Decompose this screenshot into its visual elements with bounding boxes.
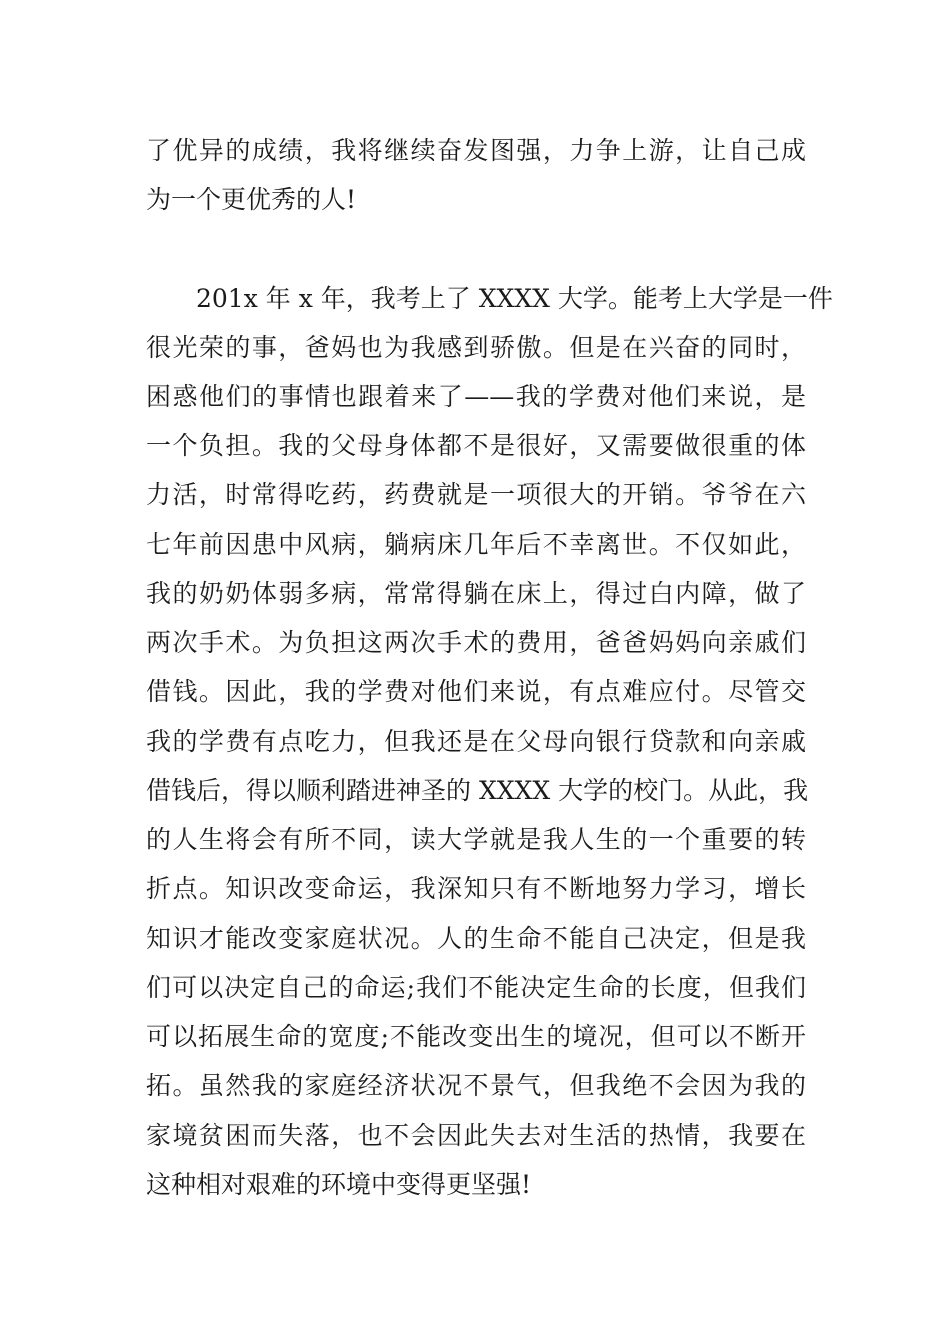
text-line: 们可以决定自己的命运;我们不能决定生命的长度，但我们 <box>146 973 806 1002</box>
text-line: 知识才能改变家庭状况。人的生命不能自己决定，但是我 <box>146 924 806 953</box>
text-line: 借钱。因此，我的学费对他们来说，有点难应付。尽管交 <box>146 677 806 706</box>
text-line: 一个负担。我的父母身体都不是很好，又需要做很重的体 <box>146 431 806 460</box>
text-line: 这种相对艰难的环境中变得更坚强! <box>146 1170 532 1199</box>
text-line: 折点。知识改变命运，我深知只有不断地努力学习，增长 <box>146 874 806 903</box>
text-line: 我的学费有点吃力，但我还是在父母向银行贷款和向亲戚 <box>146 727 806 756</box>
text-line: 201x 年 x 年，我考上了 XXXX 大学。能考上大学是一件 <box>196 284 833 313</box>
text-line: 的人生将会有所不同，读大学就是我人生的一个重要的转 <box>146 825 806 854</box>
text-line: 借钱后，得以顺利踏进神圣的 XXXX 大学的校门。从此，我 <box>146 776 809 805</box>
text-line: 力活，时常得吃药，药费就是一项很大的开销。爷爷在六 <box>146 480 806 509</box>
text-line: 了优异的成绩，我将继续奋发图强，力争上游，让自己成 <box>146 136 806 165</box>
text-line: 困惑他们的事情也跟着来了——我的学费对他们来说，是 <box>146 382 806 411</box>
text-line: 很光荣的事，爸妈也为我感到骄傲。但是在兴奋的同时， <box>146 333 806 362</box>
text-line: 可以拓展生命的宽度;不能改变出生的境况，但可以不断开 <box>146 1022 806 1051</box>
text-line: 家境贫困而失落，也不会因此失去对生活的热情，我要在 <box>146 1121 806 1150</box>
text-line: 七年前因患中风病，躺病床几年后不幸离世。不仅如此， <box>146 530 806 559</box>
text-line: 两次手术。为负担这两次手术的费用，爸爸妈妈向亲戚们 <box>146 628 806 657</box>
text-line: 为一个更优秀的人! <box>146 185 357 214</box>
text-line: 拓。虽然我的家庭经济状况不景气，但我绝不会因为我的 <box>146 1071 806 1100</box>
text-line: 我的奶奶体弱多病，常常得躺在床上，得过白内障，做了 <box>146 579 806 608</box>
